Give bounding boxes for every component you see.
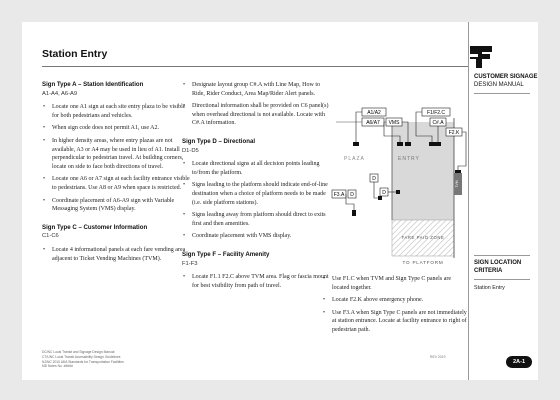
title-rule: [42, 66, 468, 67]
list-item: • Coordinate placement with VMS display.: [182, 232, 332, 241]
list-item: • In higher density areas, where entry plazas are not available, A3 or A4 may be used in lieu of A1. Install perpendicular to pedestrian travel. At building corners, locate on side to face both directions of travel.: [42, 137, 192, 171]
list-item: • Locate F1.1 F2.C above TVM area. Flag or fascia mount for best visibility from path of travel.: [182, 273, 332, 290]
brand-rule: [474, 93, 530, 94]
sign-label-a1a2: A1/A2: [367, 110, 381, 116]
to-platform-label: TO PLATFORM: [402, 260, 444, 265]
list-item: • Directional information shall be provided on C6 panel(s) when overhead directional is not available. Locate with C#.A information.: [182, 102, 332, 128]
section-subheading-c: C1-C6: [42, 233, 59, 240]
section-rule-2: [474, 279, 530, 280]
section-title-line2: CRITERIA: [474, 268, 503, 274]
bullet-list-a: [42, 103, 192, 214]
footnote: CT/UNC Local Transit Accessibility Design Guidelines: [42, 354, 121, 359]
sign-label-a6a7: A6/A7: [366, 120, 380, 126]
list-item: • Locate one A6 or A7 sign at each facility entrance visible to pedestrians. Use A8 or A9 when space is restricted.: [42, 175, 192, 192]
section-heading-d: Sign Type D – Directional: [182, 137, 256, 145]
sign-label-vms: VMS: [388, 120, 400, 126]
transit-logo-icon: [468, 44, 494, 70]
section-rule: [474, 255, 530, 256]
list-item: • Locate directional signs at all decision points leading to/from the platform.: [182, 160, 332, 177]
text-column-3: [322, 275, 468, 341]
list-item: • Locate F2.K above emergency phone.: [322, 296, 468, 305]
page-title: Station Entry: [42, 48, 108, 60]
footnotes: [42, 350, 124, 369]
list-item: • Use F1.C when TVM and Sign Type C panels are located together.: [322, 275, 468, 292]
revision-date: REV 2019: [430, 355, 446, 359]
list-item: • Use F3.A when Sign Type C panels are not immediately at station entrance. Locate at facility entrance to right of pedestrian path.: [322, 309, 468, 335]
bullet-list-f-cont: [322, 275, 468, 335]
section-subheading-d: D1-D5: [182, 147, 199, 154]
bullet-list-c-cont: [182, 81, 332, 128]
footnote: DC/NC Local Transit and Signage Design Manual: [42, 350, 115, 354]
sign-label-f2k: F2.K: [448, 130, 460, 136]
sign-label-f1f2c: F1/F2.C: [426, 110, 446, 116]
manual-page: [22, 22, 538, 380]
manual-name-line2: DESIGN MANUAL: [474, 82, 524, 88]
section-title-line1: SIGN LOCATION: [474, 260, 522, 266]
list-item: • When sign code does not permit A1, use A2.: [42, 124, 192, 133]
concourse-area: [392, 122, 454, 220]
subsection-title: Station Entry: [474, 285, 505, 291]
footnote: MD Notes No. #####: [42, 364, 73, 369]
list-item: • Locate 4 informational panels at each fare vending area adjacent to Ticket Vending Machines (TVM).: [42, 246, 192, 263]
list-item: • Locate one A1 sign at each site entry plaza to be visible for both pedestrians and vehicles.: [42, 103, 192, 120]
sidebar-divider: [468, 22, 469, 380]
bullet-list-c: [42, 246, 192, 263]
page-number-badge: 2A-1: [506, 356, 532, 368]
section-heading-f: Sign Type F – Facility Amenity: [182, 250, 270, 258]
bullet-list-f: [182, 273, 332, 290]
list-item: • Signs leading to the platform should indicate end-of-line destination when a choice of platform needs to be made (i.e. side platform stations).: [182, 181, 332, 207]
manual-name-line1: CUSTOMER SIGNAGE: [474, 74, 538, 80]
section-heading-a: Sign Type A – Station Identification: [42, 81, 144, 88]
entry-label: ENTRY: [398, 156, 420, 162]
list-item: • Signs leading away from platform should direct to exits first and then amenities.: [182, 211, 332, 228]
sign-label-d-left: D: [350, 192, 354, 198]
text-column-1: [42, 81, 192, 269]
text-column-2: [182, 81, 332, 296]
section-heading-c: Sign Type C – Customer Information: [42, 223, 148, 231]
fare-paid-zone-label: FARE PAID ZONE: [401, 235, 445, 240]
sign-label-c-a: C#.A: [432, 120, 444, 126]
station-entry-diagram: [322, 78, 468, 272]
list-item: • Coordinate placement of A6-A9 sign with Variable Messaging System (VMS) display.: [42, 197, 192, 214]
tvm-label: TVM: [455, 180, 459, 188]
footnote: NJ/NC 2010 ADA Standards for Transportation Facilities: [42, 359, 124, 364]
list-item: • Designate layout group C#.A with Line Map, How to Ride, Rider Conduct, Area Map/Rider Alert panels.: [182, 81, 332, 98]
section-subheading-f: F1-F3: [182, 260, 198, 267]
plaza-label: PLAZA: [344, 156, 365, 162]
section-subheading-a: A1-A4, A6-A9: [42, 90, 78, 97]
sign-label-f3a: F3.A: [333, 192, 345, 198]
bullet-list-d: [182, 160, 332, 241]
sign-label-d-mid: D: [372, 176, 376, 182]
sign-label-d-right: D: [382, 190, 386, 196]
